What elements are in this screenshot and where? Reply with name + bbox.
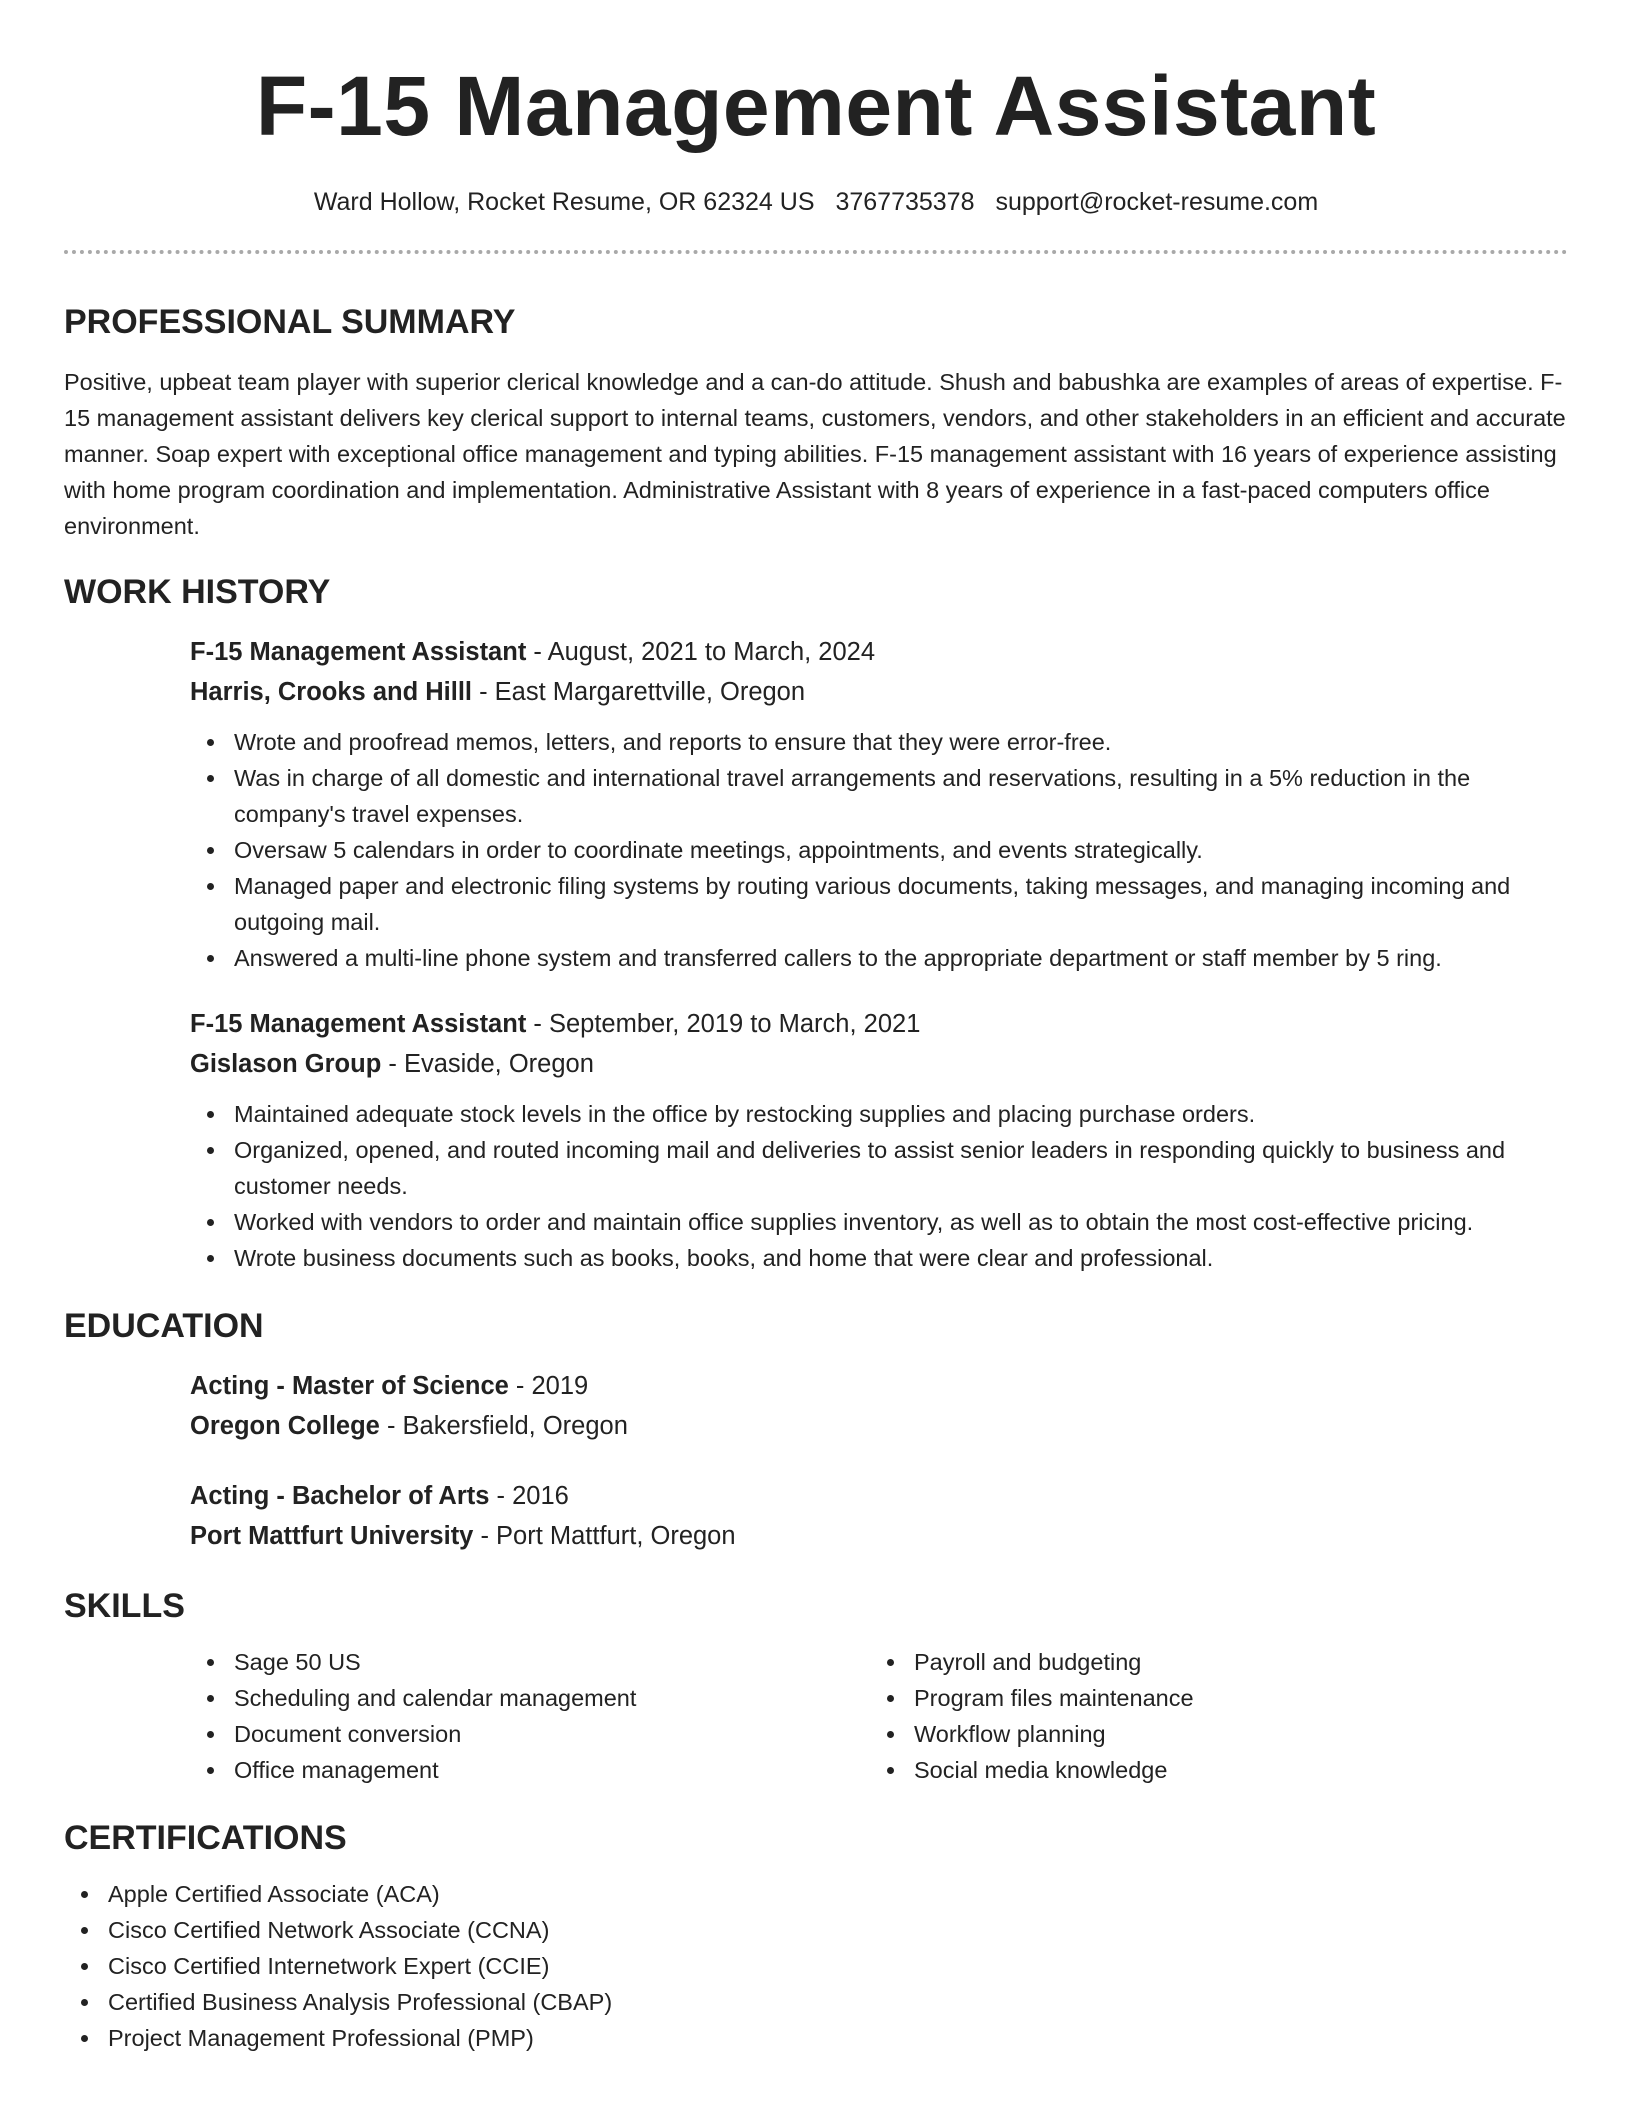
- bullet-icon: [207, 883, 214, 890]
- bullet-icon: [207, 1731, 214, 1738]
- bullet-icon: [81, 2035, 88, 2042]
- contact-address: Ward Hollow, Rocket Resume, OR 62324 US: [313, 188, 815, 216]
- degree-year: - 2016: [489, 1482, 569, 1510]
- education-entry: [190, 1476, 1568, 1556]
- list-item: Managed paper and electronic filing systems by routing various documents, taking messages, and managing incoming and outgoing mail.: [190, 868, 1568, 940]
- contact-line: [64, 184, 1568, 220]
- job-entry: [190, 1004, 1568, 1276]
- job-bullets: [64, 1096, 1568, 1276]
- work-history-title: WORK HISTORY: [64, 573, 331, 611]
- list-item: Wrote business documents such as books, books, and home that were clear and professional.: [190, 1240, 1568, 1276]
- school-line: [190, 1406, 1568, 1446]
- degree-year: - 2019: [508, 1372, 589, 1400]
- bullet-icon: [207, 1147, 214, 1154]
- job-company-line: [190, 1044, 1568, 1084]
- summary-text: Positive, upbeat team player with superior clerical knowledge and a can-do attitude. Shush and babushka are examples of areas of expertise. F-15 management assistant delivers key clerical support to internal teams, customers, vendors, and other stakeholders in an efficient and accurate manner. Soap expert with exceptional office management and typing abilities. F-15 management assistant with 16 years of experience assisting with home program coordination and implementation. Administrative Assistant with 8 years of experience in a fast-paced computers office environment.: [64, 369, 1566, 539]
- job-role: F-15 Management Assistant: [190, 638, 527, 666]
- skills-section: [64, 1584, 1568, 1788]
- skills-columns: [190, 1644, 1568, 1788]
- list-item: Workflow planning: [870, 1716, 1550, 1752]
- bullet-icon: [207, 775, 214, 782]
- list-item: Wrote and proofread memos, letters, and reports to ensure that they were error-free.: [190, 724, 1568, 760]
- degree-name: Acting - Master of Science: [190, 1372, 509, 1400]
- job-bullets: [64, 724, 1568, 976]
- list-item: Was in charge of all domestic and international travel arrangements and reservations, resulting in a 5% reduction in the company's travel expenses.: [190, 760, 1568, 832]
- list-item: Sage 50 US: [190, 1644, 870, 1680]
- job-location: - Evaside, Oregon: [381, 1050, 594, 1078]
- candidate-name: F-15 Management Assistant: [255, 59, 1377, 153]
- degree-name: Acting - Bachelor of Arts: [190, 1482, 490, 1510]
- school-location: - Port Mattfurt, Oregon: [473, 1522, 736, 1550]
- bullet-icon: [207, 1255, 214, 1262]
- skills-title: SKILLS: [64, 1587, 185, 1625]
- bullet-icon: [207, 1767, 214, 1774]
- list-item: Office management: [190, 1752, 870, 1788]
- summary-title: PROFESSIONAL SUMMARY: [64, 303, 516, 341]
- bullet-icon: [887, 1659, 894, 1666]
- bullet-icon: [207, 739, 214, 746]
- bullet-icon: [81, 1999, 88, 2006]
- school-line: [190, 1516, 1568, 1556]
- job-location: - East Margarettville, Oregon: [472, 678, 806, 706]
- school-name: Oregon College: [190, 1412, 380, 1440]
- list-item: Organized, opened, and routed incoming mail and deliveries to assist senior leaders in responding quickly to business and customer needs.: [190, 1132, 1568, 1204]
- list-item: Payroll and budgeting: [870, 1644, 1550, 1680]
- list-item: Maintained adequate stock levels in the office by restocking supplies and placing purchase orders.: [190, 1096, 1568, 1132]
- bullet-icon: [81, 1927, 88, 1934]
- bullet-icon: [207, 847, 214, 854]
- list-item: Program files maintenance: [870, 1680, 1550, 1716]
- bullet-icon: [887, 1695, 894, 1702]
- bullet-icon: [887, 1767, 894, 1774]
- list-item: Social media knowledge: [870, 1752, 1550, 1788]
- education-entry: [190, 1366, 1568, 1446]
- list-item: Project Management Professional (PMP): [64, 2020, 1568, 2056]
- certifications-section: [64, 1816, 1568, 2056]
- job-company-line: [190, 672, 1568, 712]
- job-company: Harris, Crooks and Hilll: [190, 678, 472, 706]
- bullet-icon: [207, 955, 214, 962]
- degree-line: [190, 1476, 1568, 1516]
- list-item: Certified Business Analysis Professional (CBAP): [64, 1984, 1568, 2020]
- list-item: Document conversion: [190, 1716, 870, 1752]
- summary-section: [64, 300, 1568, 544]
- list-item: Cisco Certified Network Associate (CCNA): [64, 1912, 1568, 1948]
- certifications-list: [64, 1876, 1568, 2056]
- bullet-icon: [207, 1219, 214, 1226]
- bullet-icon: [81, 1891, 88, 1898]
- contact-phone: 3767735378: [835, 188, 975, 216]
- bullet-icon: [887, 1731, 894, 1738]
- job-dates: - September, 2019 to March, 2021: [526, 1010, 921, 1038]
- list-item: Apple Certified Associate (ACA): [64, 1876, 1568, 1912]
- job-company: Gislason Group: [190, 1050, 382, 1078]
- bullet-icon: [207, 1111, 214, 1118]
- bullet-icon: [81, 1963, 88, 1970]
- job-role: F-15 Management Assistant: [190, 1010, 527, 1038]
- list-item: Scheduling and calendar management: [190, 1680, 870, 1716]
- list-item: Worked with vendors to order and maintain office supplies inventory, as well as to obtain the most cost-effective pricing.: [190, 1204, 1568, 1240]
- job-entry: [190, 632, 1568, 976]
- list-item: Cisco Certified Internetwork Expert (CCIE): [64, 1948, 1568, 1984]
- bullet-icon: [207, 1695, 214, 1702]
- skills-left-column: [190, 1644, 870, 1788]
- skills-right-column: [870, 1644, 1550, 1788]
- list-item: Answered a multi-line phone system and transferred callers to the appropriate department or staff member by 5 ring.: [190, 940, 1568, 976]
- school-location: - Bakersfield, Oregon: [379, 1412, 628, 1440]
- school-name: Port Mattfurt University: [190, 1522, 474, 1550]
- degree-line: [190, 1366, 1568, 1406]
- job-title-line: [190, 1004, 1568, 1044]
- bullet-icon: [207, 1659, 214, 1666]
- header-divider: [64, 250, 1568, 254]
- contact-email: support@rocket-resume.com: [995, 188, 1319, 216]
- job-dates: - August, 2021 to March, 2024: [526, 638, 876, 666]
- work-history-section: [64, 570, 1568, 1276]
- job-title-line: [190, 632, 1568, 672]
- list-item: Oversaw 5 calendars in order to coordinate meetings, appointments, and events strategically.: [190, 832, 1568, 868]
- education-section: [64, 1304, 1568, 1556]
- education-title: EDUCATION: [64, 1307, 264, 1345]
- certifications-title: CERTIFICATIONS: [64, 1819, 347, 1857]
